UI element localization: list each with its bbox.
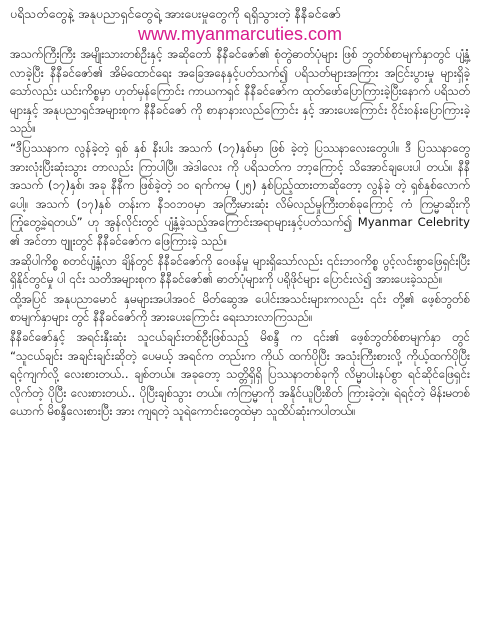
site-watermark — [10, 23, 470, 45]
article-body — [10, 45, 470, 421]
article-paragraph: အဆိုပါကိစ္စ စတင်ပျံ့နှံ့လာ ချိန်တွင် နီနီခင်ဇော်ကို ဝေဖန်မှု များရှိသော်လည်း ၎င်းဘဝကိစ္စ ပွင့်လင်းစွာဖြေရှင်းပြီးရှိနိုင်တွင်မှု ပါ ၎င်း သတိအများစုက နီနီခင်ဇော်၏ ဓာတ်ပုံများကို ပရိုဖိုင်များ ပြောင်းလဲ၍ အားပေးခဲ့သည်။ — [10, 253, 470, 287]
article-title: ပရိသတ်တွေနဲ့ အနုပညာရှင်တွေရဲ့ အားပေးမှုတွေကို ရရှိသွားတဲ့ နီနီခင်ဇော် — [10, 6, 341, 21]
article-paragraph: နီနီခင်ဇော်နှင့် အရင်းနှီးဆုံး သူငယ်ချင်းတစ်ဦးဖြစ်သည့် မိစန္ဒီ က ၎င်း၏ ဖေ့စ်ဘွတ်စ်စာမျက်နှာ တွင် “သူငယ်ချင်း အချင်းချင်းဆိုတဲ့ ပေမယ့် အရင်က တည်းက ကိုယ် ထက်ပိုပြီး အသုံးကြီးစားလို့ ကိုယ့်ထက်ပိုပြီး ရင့်ကျက်လို့ လေးစားတယ်.. ချစ်တယ်။ အခုတော့ သတ္တိရှိရှိ ပြဿနာတစ်ခုကို လိမ္မာပါးနပ်စွာ ရင်ဆိုင်ဖြေရှင်းလိုက်တဲ့ ပိုပြီး လေးစားတယ်.. ပိုပြီးချစ်သွား တယ်။ ကံကြမ္မာကို အနိုင်ယူပြီးစိတ် ကြားခဲ့တဲ့။ ရဲရင့်တဲ့ မိန်းမတစ် ယောက် မိစန္ဒီလေးစားပြီး အား ကျရတဲ့ သူရဲကောင်းတွေထဲမှာ သူထိပ်ဆုံးကပါတယ်။ — [10, 329, 470, 419]
article-paragraph: “ဒီပြဿနာက လွန်ခဲ့တဲ့ ရှစ် နှစ် နီးပါး အသက် (၁၇)နှစ်မှာ ဖြစ် ခဲ့တဲ့ ပြဿနာလေးတွေပါ။ ဒီ ပြဿနာတွေအားလုံးပြီးဆုံးသွား တာလည်း ကြာပါပြီ။ အဲဒါလေး ကို ပရိသတ်က ဘာ့ကြောင့် သိအောင်ချပေးပါ တယ်။ နီနီ အသက် (၁၇)နှစ်၊ အခု နီနီက ဖြစ်ခဲ့တဲ့ ၁၀ ရက်ကမှ (၂၅) နှစ်ပြည့်ထားတာဆိုတော့ လွန်ခဲ့ တဲ့ ရှစ်နှစ်လောက်ပေါ့။ အသက် (၁၇)နှစ် တန်းက နီ၁၀ဘဝမှာ အကြီးမားဆုံး လိမ်လည်မှုကြီးတစ်ခုကြောင့် ကံ ကြမ္မာဆိုးကို ကြုံတွေ့ခဲ့ရတယ်” ဟု အွန်လိုင်းတွင် ပျံ့နှံ့ခဲ့သည့်အကြောင်းအရာများနှင့်ပတ်သက်၍ Myanmar Celebrity ၏ အင်တာ ဗျူးတွင် နီနီခင်ဇော်က ဖြေကြားခဲ့ သည်။ — [10, 140, 470, 248]
article-paragraph: ထို့အပြင် အနုပညာမောင် နှမများအပါအဝင် မိတ်ဆွေအ ပေါင်းအသင်းများကလည်း ၎င်း တို့၏ ဖေ့စ်ဘွတ်စ်စာမျက်နှာများ တွင် နီနီခင်ဇော်ကို အားပေးကြောင်း ရေးသားလာကြသည်။ — [10, 291, 470, 325]
watermark-text: www.myanmarcuties.com — [137, 24, 343, 44]
article-paragraph: အသက်ကြီးကြီး အမျိုးသားတစ်ဦးနှင့် အဆိုတော် နီနီခင်ဇော်၏ စုံတွဲဓာတ်ပုံများ ဖြစ် ဘွတ်စ်စာမျက်နှာတွင် ပျံ့နှံ့လာခဲ့ပြီး နီနီခင်ဇော်၏ အိမ်ထောင်ရေး အခြေအနေနှင့်ပတ်သက်၍ ပရိသတ်များအကြား အငြင်းပွားမှု များရှိခဲ့သော်လည်း ယင်းကိစ္စမှာ ဟုတ်မှန်ကြောင်း ကာယကရှင် နီနီခင်ဇော်က ထုတ်ဖော်ပြောကြားခဲ့ပြီးနောက် ပရိသတ်များနှင့် အနုပညာရှင်အများစုက နီနီခင်ဇော် ကို စာနာနားလည်ကြောင်း နှင့် အားပေးကြောင်း ဝိုင်းဝန်းပြောကြားခဲ့သည်။ — [10, 47, 470, 136]
